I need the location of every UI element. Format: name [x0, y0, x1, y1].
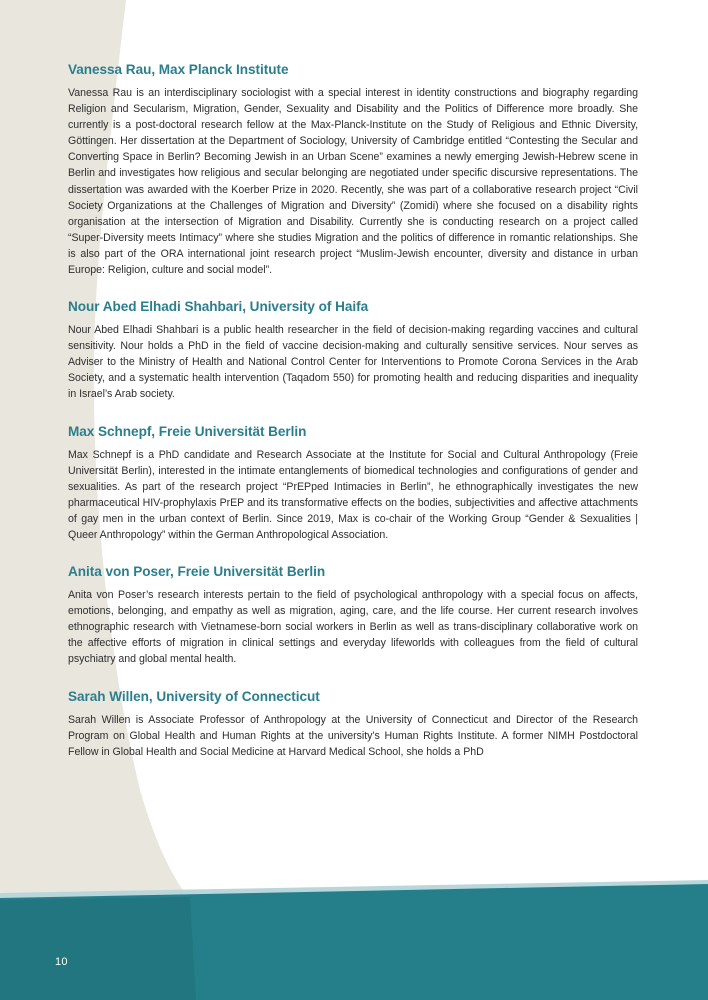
bio-paragraph: Anita von Poser’s research interests pertain to the field of psychological anthropology with a special focus on affects, emotions, belonging, and empathy as well as migration, aging, care, and the life course. Her current research involves ethnographic research with Vietnamese-born social workers in Berlin as well as trans-disciplinary collaborative work on the affective efforts of migration in clinical settings and everyday lifeworlds with colleagues from the field of cultural psychiatry and global mental health.	[68, 589, 638, 666]
bio-section-vanessa-rau	[68, 62, 638, 278]
page-content	[68, 62, 638, 760]
bio-paragraph: Max Schnepf is a PhD candidate and Research Associate at the Institute for Social and Cultural Anthropology (Freie Universität Berlin), interested in the intimate entanglements of biomedical technologies and configurations of gender and sexualities. As part of the research project “PrEPped Intimacies in Berlin”, he ethnographically investigates the new pharmaceutical HIV-prophylaxis PrEP and its transformative effects on the bodies, subjectivities and affective attachments of gay men in the urban context of Berlin. Since 2019, Max is co-chair of the Working Group “Gender & Sexualities | Queer Anthropology” within the German Anthropological Association.	[68, 448, 638, 542]
bio-heading: Anita von Poser, Freie Universität Berlin	[68, 564, 326, 580]
bio-paragraph: Sarah Willen is Associate Professor of Anthropology at the University of Connecticut and Director of the Research Program on Global Health and Human Rights at the university’s Human Rights Institute. A former NIMH Postdoctoral Fellow in Global Health and Social Medicine at Harvard Medical School, she holds a PhD	[68, 713, 638, 758]
page-number: 10	[55, 956, 68, 968]
bio-paragraph: Nour Abed Elhadi Shahbari is a public health researcher in the field of decision-making regarding vaccines and cultural sensitivity. Nour holds a PhD in the field of vaccine decision-making and culturally sensitive services. Nour serves as Adviser to the Ministry of Health and National Control Center for Interventions to Promote Corona Services in the Arab Society, and a systematic health intervention (Taqadom 550) for promoting health and reducing disparities and inequality in Israel’s Arab society.	[68, 324, 638, 401]
bio-heading: Sarah Willen, University of Connecticut	[68, 688, 320, 704]
bio-heading: Max Schnepf, Freie Universität Berlin	[68, 423, 307, 439]
bio-heading: Nour Abed Elhadi Shahbari, University of Haifa	[68, 299, 369, 315]
bio-section-sarah-willen	[68, 689, 638, 760]
bio-section-max-schnepf	[68, 424, 638, 544]
bio-section-anita-von-poser	[68, 564, 638, 667]
bio-paragraph: Vanessa Rau is an interdisciplinary sociologist with a special interest in identity constructions and biography regarding Religion and Secularism, Migration, Gender, Sexuality and Disability and the Politics of Difference more broadly. She currently is a post-doctoral research fellow at the Max-Planck-Institute on the Study of Religious and Ethnic Diversity, Göttingen. Her dissertation at the Department of Sociology, University of Cambridge entitled “Contesting the Secular and Converting Space in Berlin? Becoming Jewish in an Urban Scene” examines a newly emerging Jewish-Hebrew scene in Berlin and investigates how religious and secular belonging are negotiated under specific discursive representations. The dissertation was awarded with the Koerber Prize in 2020. Recently, she was part of a collaborative research project “Civil Society Organizations at the Challenges of Migration and Diversity” (Zomidi) where she focused on a disability rights organisation at the intersection of Migration and Disability. Currently she is conducting research on a project called “Super-Diversity meets Intimacy” where she studies Migration and the politics of difference in romantic relationships. She is also part of the ORA international joint research project “Muslim-Jewish encounter, diversity and distance in urban Europe: Religion, culture and social model”.	[68, 86, 638, 277]
footer-teal-dark-overlap	[0, 897, 196, 1000]
bio-section-nour-abed-elhadi-shahbari	[68, 299, 638, 402]
bio-heading: Vanessa Rau, Max Planck Institute	[68, 62, 289, 77]
